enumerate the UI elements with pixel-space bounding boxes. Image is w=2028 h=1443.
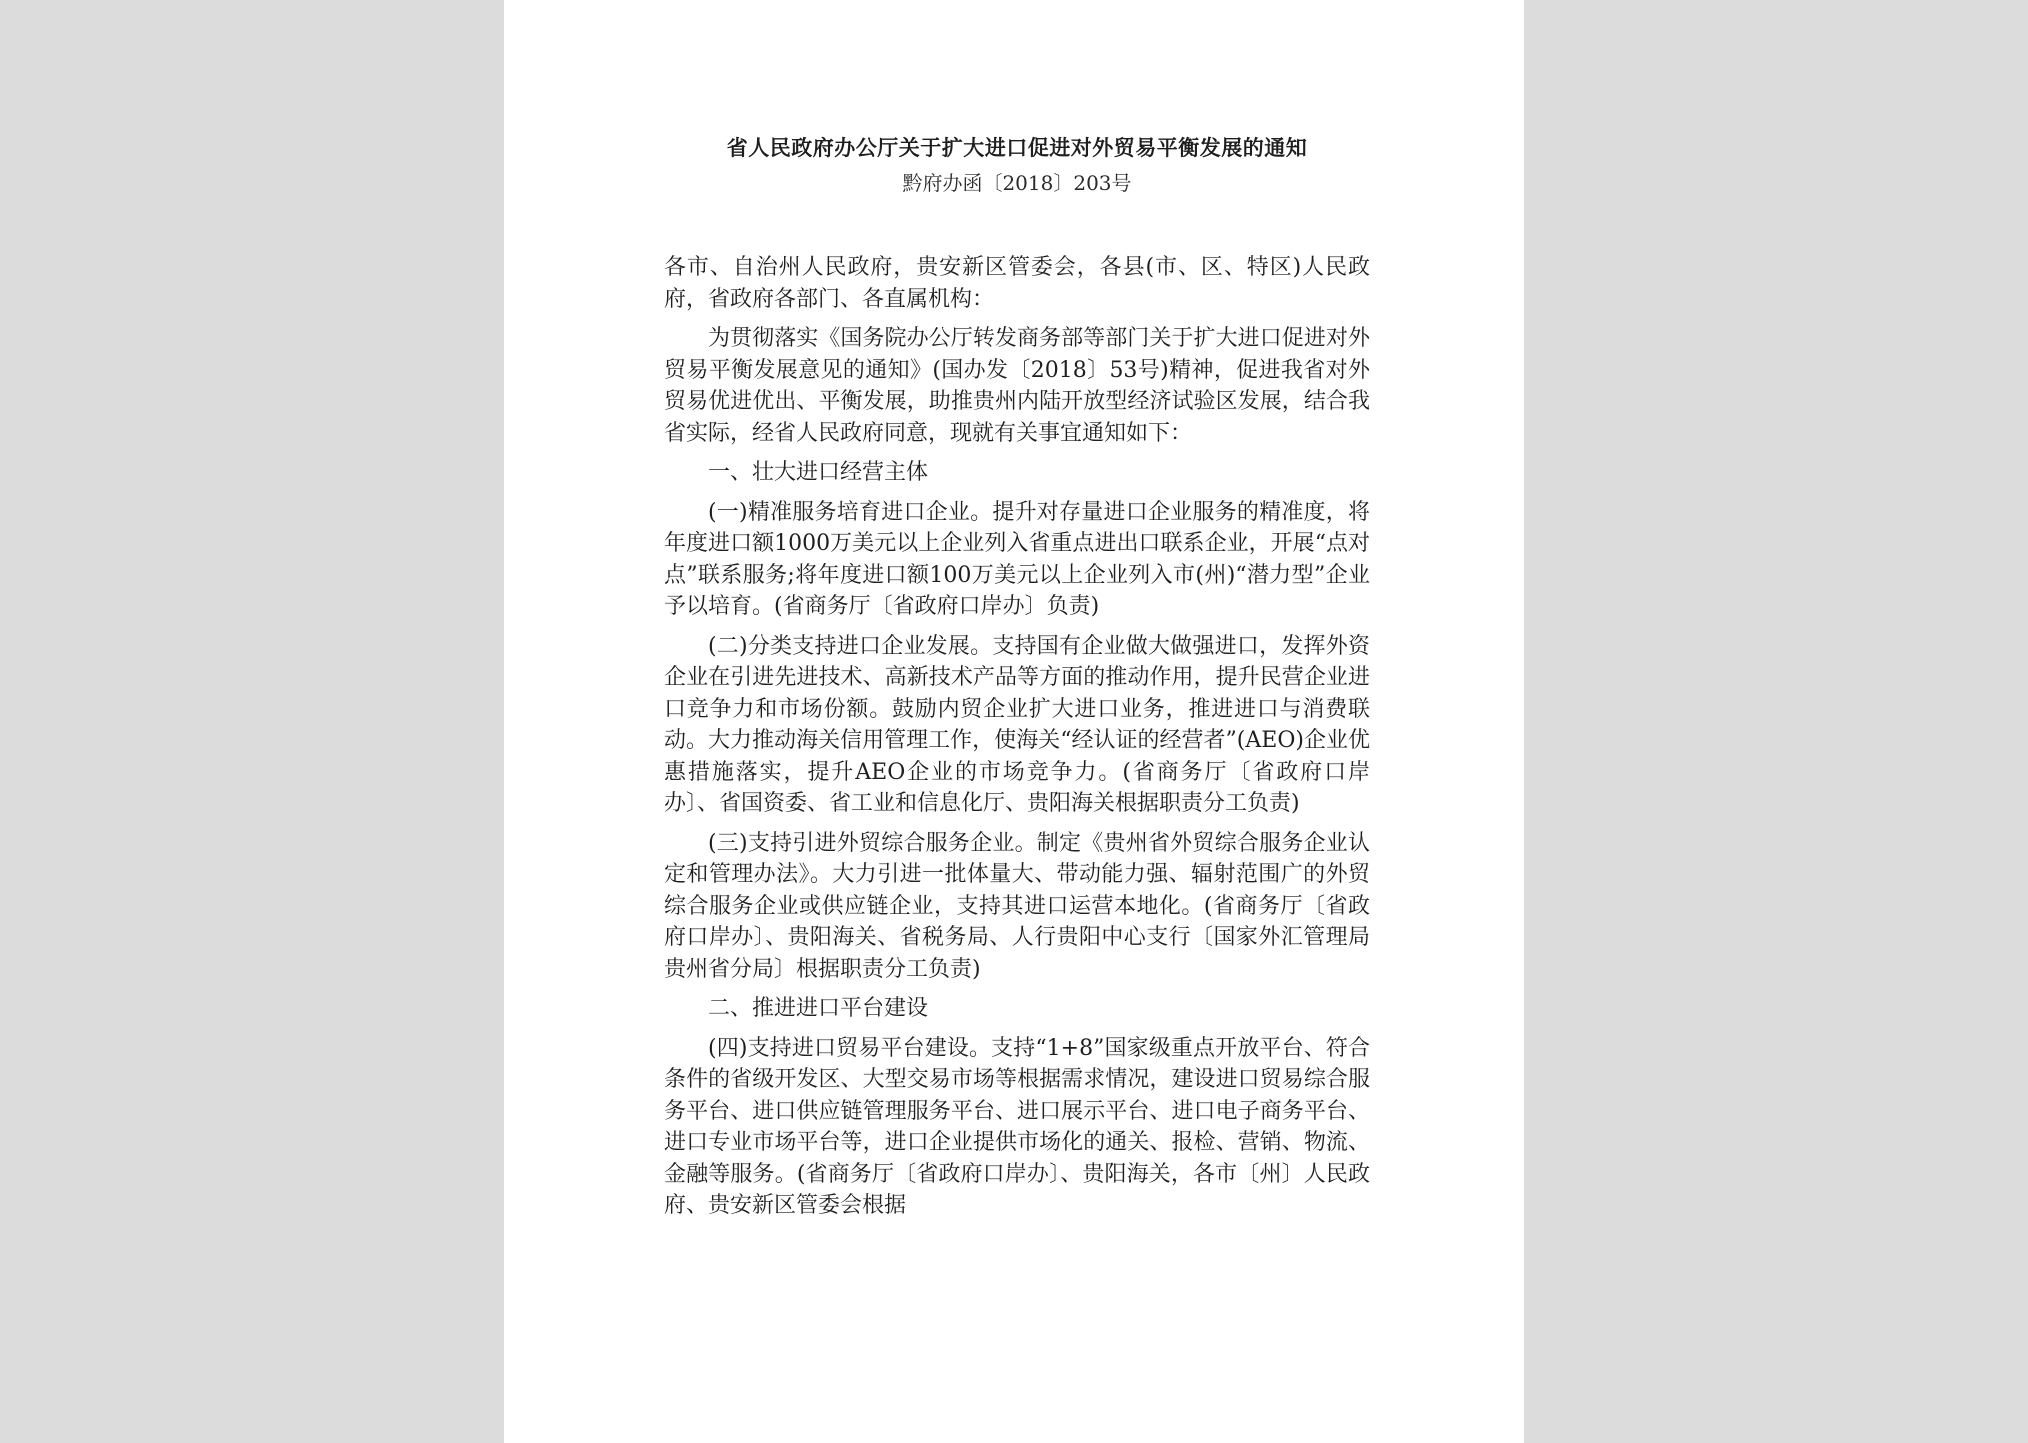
document-number: 黔府办函〔2018〕203号 — [902, 171, 1132, 195]
document-title: 省人民政府办公厅关于扩大进口促进对外贸易平衡发展的通知 — [726, 135, 1308, 160]
section-heading-1: 一、壮大进口经营主体 — [708, 460, 929, 485]
intro-paragraph: 为贯彻落实《国务院办公厅转发商务部等部门关于扩大进口促进对外贸易平衡发展意见的通知》(国办发〔2018〕53号)精神，促进我省对外贸易优进优出、平衡发展，助推贵州内陆开放型经济试验区发展，结合我省实际，经省人民政府同意，现就有关事宜通知如下： — [664, 326, 1370, 446]
section-heading-2: 二、推进进口平台建设 — [708, 996, 929, 1021]
salutation: 各市、自治州人民政府，贵安新区管委会，各县(市、区、特区)人民政府，省政府各部门、各直属机构： — [664, 255, 1370, 312]
item-paragraph-3: (三)支持引进外贸综合服务企业。制定《贵州省外贸综合服务企业认定和管理办法》。大力引进一批体量大、带动能力强、辐射范围广的外贸综合服务企业或供应链企业，支持其进口运营本地化。(省商务厅〔省政府口岸办〕、贵阳海关、省税务局、人行贵阳中心支行〔国家外汇管理局贵州省分局〕根据职责分工负责) — [664, 830, 1370, 982]
page-content — [664, 128, 1370, 1222]
item-paragraph-4: (四)支持进口贸易平台建设。支持“1+8”国家级重点开放平台、符合条件的省级开发区、大型交易市场等根据需求情况，建设进口贸易综合服务平台、进口供应链管理服务平台、进口展示平台、进口电子商务平台、进口专业市场平台等，进口企业提供市场化的通关、报检、营销、物流、金融等服务。(省商务厅〔省政府口岸办〕、贵阳海关，各市〔州〕人民政府、贵安新区管委会根据 — [664, 1035, 1370, 1218]
item-paragraph-2: (二)分类支持进口企业发展。支持国有企业做大做强进口，发挥外资企业在引进先进技术、高新技术产品等方面的推动作用，提升民营企业进口竞争力和市场份额。鼓励内贸企业扩大进口业务，推进进口与消费联动。大力推动海关信用管理工作，使海关“经认证的经营者”(AEO)企业优惠措施落实，提升AEO企业的市场竞争力。(省商务厅〔省政府口岸办〕、省国资委、省工业和信息化厅、贵阳海关根据职责分工负责) — [664, 633, 1370, 816]
document-page — [504, 0, 1524, 1443]
item-paragraph-1: (一)精准服务培育进口企业。提升对存量进口企业服务的精准度，将年度进口额1000万美元以上企业列入省重点进出口联系企业，开展“点对点”联系服务;将年度进口额100万美元以上企业列入市(州)“潜力型”企业予以培育。(省商务厅〔省政府口岸办〕负责) — [664, 499, 1370, 619]
